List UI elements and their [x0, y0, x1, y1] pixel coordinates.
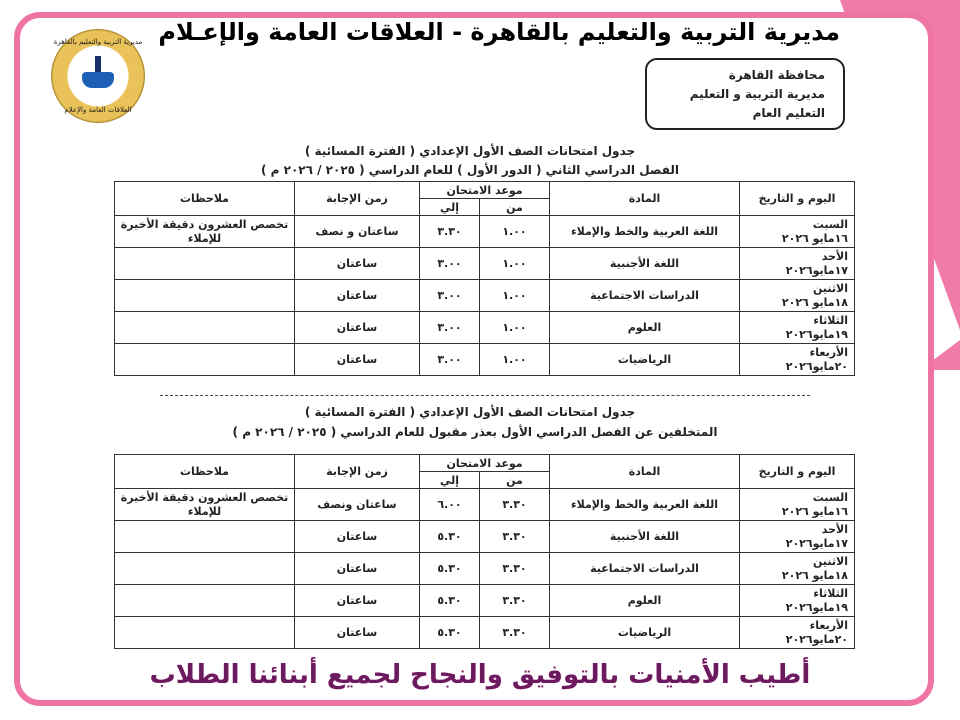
table2-caption-subtitle: المتخلفين عن الفصل الدراسي الأول بعذر مقبول للعام الدراسي ( ٢٠٢٥ / ٢٠٢٦ م ) [232, 425, 718, 439]
duration-cell: ساعتان [295, 585, 420, 617]
duration-cell: ساعتان ونصف [295, 489, 420, 521]
from-time-cell: ١.٠٠ [480, 216, 550, 248]
to-time-cell: ٥.٣٠ [420, 521, 480, 553]
subject-cell: الدراسات الاجتماعية [550, 553, 740, 585]
day-name: الاثنين [813, 554, 848, 568]
to-time-cell: ٣.٠٠ [420, 312, 480, 344]
to-time-cell: ٥.٣٠ [420, 585, 480, 617]
exam-date: ٢٠مايو٢٠٢٦ [785, 359, 848, 373]
subject-cell: الدراسات الاجتماعية [550, 280, 740, 312]
table2-caption-title: جدول امتحانات الصف الأول الإعدادي ( الفترة المسائية ) [304, 405, 636, 419]
page-title: مديرية التربية والتعليم بالقاهرة - العلاقات العامة والإعـلام [158, 18, 840, 46]
subject-cell: الرياضيات [550, 617, 740, 649]
exam-date: ١٨مايو ٢٠٢٦ [781, 295, 848, 309]
day-date-cell [740, 489, 855, 521]
subject-cell: اللغة العربية والخط والإملاء [550, 489, 740, 521]
exam-date: ٢٠مايو٢٠٢٦ [785, 632, 848, 646]
to-time-cell: ٣.٣٠ [420, 216, 480, 248]
header-notes: ملاحظات [115, 455, 295, 489]
from-time-cell: ١.٠٠ [480, 312, 550, 344]
day-name: السبت [812, 490, 848, 504]
header-duration: زمن الإجابة [295, 455, 420, 489]
table-row [115, 344, 855, 376]
header-to: إلي [420, 472, 480, 489]
duration-cell: ساعتان [295, 248, 420, 280]
notes-cell: تخصص العشرون دقيقة الأخيرة للإملاء [115, 489, 295, 521]
subject-cell: اللغة الأجنبية [550, 248, 740, 280]
from-time-cell: ١.٠٠ [480, 248, 550, 280]
table-row [115, 553, 855, 585]
header-to: إلي [420, 199, 480, 216]
table1-caption-title: جدول امتحانات الصف الأول الإعدادي ( الفترة المسائية ) [304, 144, 636, 158]
exam-date: ١٧مايو٢٠٢٦ [785, 536, 848, 550]
day-name: الأربعاء [809, 345, 848, 359]
to-time-cell: ٣.٠٠ [420, 248, 480, 280]
header-exam-time: موعد الامتحان [420, 182, 550, 199]
table1-caption-subtitle: الفصل الدراسي الثاني ( الدور الأول ) للعام الدراسي ( ٢٠٢٥ / ٢٠٢٦ م ) [260, 163, 680, 177]
notes-cell [115, 553, 295, 585]
closing-wishes: أطيب الأمنيات بالتوفيق والنجاح لجميع أبنائنا الطلاب [149, 660, 811, 690]
day-date-cell [740, 617, 855, 649]
from-time-cell: ١.٠٠ [480, 280, 550, 312]
header-subject: المادة [550, 455, 740, 489]
table-row [115, 521, 855, 553]
to-time-cell: ٣.٠٠ [420, 280, 480, 312]
table-row [115, 248, 855, 280]
directorate-logo [52, 30, 144, 122]
day-date-cell [740, 553, 855, 585]
to-time-cell: ٥.٣٠ [420, 553, 480, 585]
from-time-cell: ٣.٣٠ [480, 553, 550, 585]
logo-emblem [72, 50, 124, 102]
day-name: الثلاثاء [813, 586, 848, 600]
stamp-line-governorate: محافظة القاهرة [728, 68, 825, 82]
exam-date: ١٦مايو ٢٠٢٦ [781, 231, 848, 245]
table-row [115, 216, 855, 248]
day-date-cell [740, 344, 855, 376]
duration-cell: ساعتان [295, 312, 420, 344]
from-time-cell: ٣.٣٠ [480, 489, 550, 521]
exam-date: ١٩مايو٢٠٢٦ [785, 600, 848, 614]
day-name: الأربعاء [809, 618, 848, 632]
duration-cell: ساعتان [295, 553, 420, 585]
day-date-cell [740, 585, 855, 617]
stamp-line-directorate: مديرية التربية و التعليم [689, 87, 825, 101]
notes-cell [115, 312, 295, 344]
section-divider [160, 395, 810, 396]
day-name: الاثنين [813, 281, 848, 295]
day-date-cell [740, 521, 855, 553]
exam-schedule-table-1 [114, 181, 855, 376]
table-row [115, 585, 855, 617]
exam-schedule-table-2 [114, 454, 855, 649]
day-date-cell [740, 216, 855, 248]
day-name: الثلاثاء [813, 313, 848, 327]
from-time-cell: ٣.٣٠ [480, 521, 550, 553]
subject-cell: العلوم [550, 312, 740, 344]
exam-date: ١٨مايو ٢٠٢٦ [781, 568, 848, 582]
from-time-cell: ١.٠٠ [480, 344, 550, 376]
duration-cell: ساعتان [295, 521, 420, 553]
table-row [115, 312, 855, 344]
subject-cell: اللغة العربية والخط والإملاء [550, 216, 740, 248]
notes-cell: تخصص العشرون دقيقة الأخيرة للإملاء [115, 216, 295, 248]
official-stamp [645, 58, 845, 130]
notes-cell [115, 280, 295, 312]
subject-cell: اللغة الأجنبية [550, 521, 740, 553]
header-day-date: اليوم و التاريخ [740, 455, 855, 489]
table-row [115, 617, 855, 649]
duration-cell: ساعتان [295, 344, 420, 376]
exam-date: ١٧مايو٢٠٢٦ [785, 263, 848, 277]
notes-cell [115, 617, 295, 649]
header-subject: المادة [550, 182, 740, 216]
exam-date: ١٦مايو ٢٠٢٦ [781, 504, 848, 518]
subject-cell: العلوم [550, 585, 740, 617]
subject-cell: الرياضيات [550, 344, 740, 376]
day-name: السبت [812, 217, 848, 231]
notes-cell [115, 585, 295, 617]
from-time-cell: ٣.٣٠ [480, 585, 550, 617]
table-row [115, 280, 855, 312]
header-from: من [480, 472, 550, 489]
day-date-cell [740, 312, 855, 344]
exam-date: ١٩مايو٢٠٢٦ [785, 327, 848, 341]
day-name: الأحد [821, 249, 848, 263]
duration-cell: ساعتان [295, 617, 420, 649]
day-name: الأحد [821, 522, 848, 536]
stamp-line-department: التعليم العام [752, 106, 825, 120]
header-duration: زمن الإجابة [295, 182, 420, 216]
duration-cell: ساعتان و نصف [295, 216, 420, 248]
day-date-cell [740, 280, 855, 312]
from-time-cell: ٣.٣٠ [480, 617, 550, 649]
header-from: من [480, 199, 550, 216]
logo-bottom-text: العلاقات العامة والإعلام [64, 106, 132, 114]
day-date-cell [740, 248, 855, 280]
notes-cell [115, 248, 295, 280]
to-time-cell: ٣.٠٠ [420, 344, 480, 376]
to-time-cell: ٥.٣٠ [420, 617, 480, 649]
duration-cell: ساعتان [295, 280, 420, 312]
header-day-date: اليوم و التاريخ [740, 182, 855, 216]
header-notes: ملاحظات [115, 182, 295, 216]
header-exam-time: موعد الامتحان [420, 455, 550, 472]
table-row [115, 489, 855, 521]
to-time-cell: ٦.٠٠ [420, 489, 480, 521]
notes-cell [115, 344, 295, 376]
logo-top-text: مديرية التربية والتعليم بالقاهرة [53, 38, 143, 46]
notes-cell [115, 521, 295, 553]
book-icon [82, 72, 114, 88]
